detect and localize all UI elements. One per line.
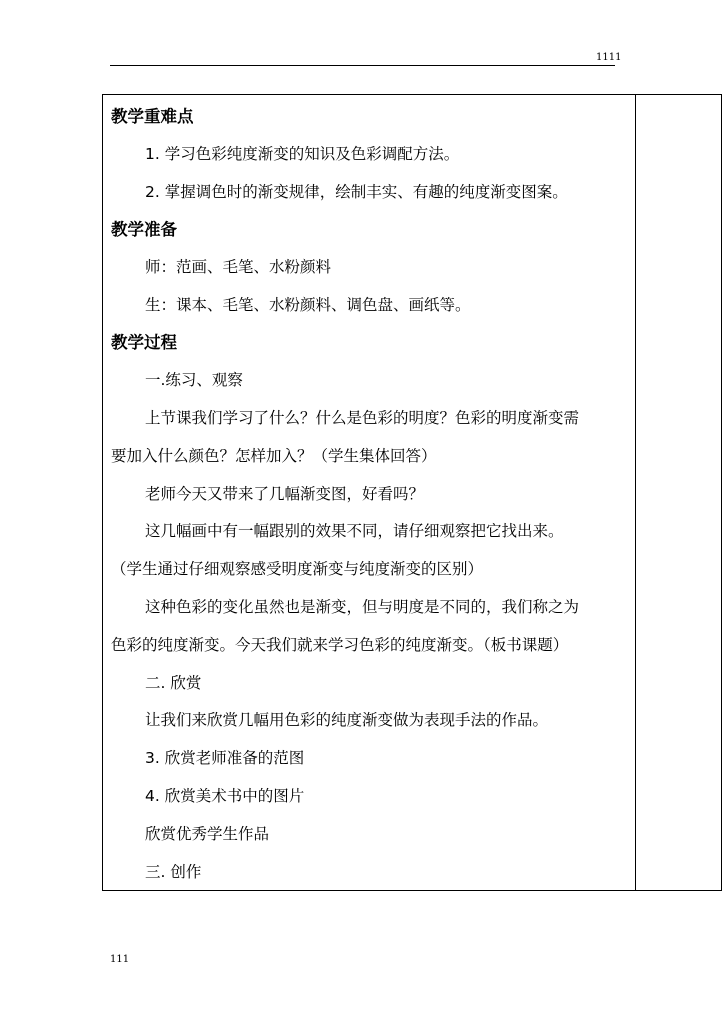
- paragraph: 三. 创作: [145, 863, 202, 881]
- paragraph: 2. 掌握调色时的渐变规律，绘制丰实、有趣的纯度渐变图案。: [145, 183, 568, 201]
- lesson-table: [102, 94, 722, 891]
- paragraph: 上节课我们学习了什么？什么是色彩的明度？色彩的明度渐变需: [145, 409, 580, 427]
- paragraph: 二. 欣赏: [145, 674, 202, 692]
- paragraph: 让我们来欣赏几幅用色彩的纯度渐变做为表现手法的作品。: [145, 711, 549, 729]
- heading-process: 教学过程: [111, 333, 177, 352]
- paragraph-continuation: 要加入什么颜色？怎样加入？（学生集体回答）: [111, 447, 437, 465]
- paragraph: 1. 学习色彩纯度渐变的知识及色彩调配方法。: [145, 145, 460, 163]
- paragraph: 这种色彩的变化虽然也是渐变，但与明度是不同的，我们称之为: [145, 598, 580, 616]
- paragraph-continuation: （学生通过仔细观察感受明度渐变与纯度渐变的区别）: [111, 560, 484, 578]
- heading-preparation: 教学准备: [111, 220, 177, 239]
- paragraph-continuation: 色彩的纯度渐变。今天我们就来学习色彩的纯度渐变。（板书课题）: [111, 636, 569, 654]
- column-divider: [635, 95, 636, 890]
- paragraph: 师：范画、毛笔、水粉颜料: [145, 258, 332, 276]
- header-page-marker: 1111: [596, 52, 622, 63]
- paragraph: 欣赏优秀学生作品: [145, 825, 270, 843]
- header-rule: [110, 65, 615, 66]
- paragraph: 3. 欣赏老师准备的范图: [145, 749, 305, 767]
- paragraph: 生：课本、毛笔、水粉颜料、调色盘、画纸等。: [145, 296, 471, 314]
- paragraph: 4. 欣赏美术书中的图片: [145, 787, 305, 805]
- paragraph: 这几幅画中有一幅跟别的效果不同，请仔细观察把它找出来。: [145, 522, 564, 540]
- paragraph: 一.练习、观察: [145, 371, 243, 389]
- footer-page-marker: 111: [110, 954, 130, 965]
- paragraph: 老师今天又带来了几幅渐变图，好看吗？: [145, 485, 425, 503]
- heading-key-points: 教学重难点: [111, 107, 194, 126]
